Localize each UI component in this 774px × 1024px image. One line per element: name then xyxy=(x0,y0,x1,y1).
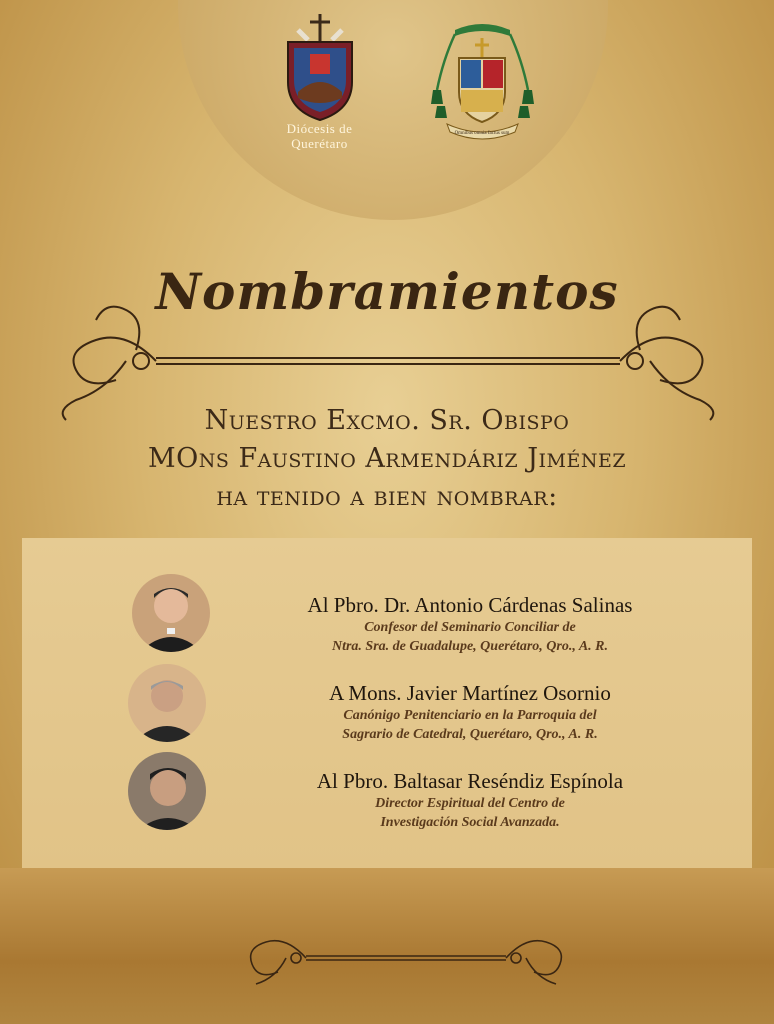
diocese-line-2: Querétaro xyxy=(291,136,348,151)
avatar-antonio xyxy=(132,574,210,652)
appointment-name: Al Pbro. Baltasar Reséndiz Espínola xyxy=(316,769,624,793)
intro-line-1: Nuestro Excmo. Sr. Obispo xyxy=(204,405,570,436)
appointment-desc-line-2: Investigación Social Avanzada. xyxy=(380,815,560,830)
intro-line-2: MOns Faustino Armendáriz Jiménez xyxy=(147,443,627,474)
bishop-coat-of-arms-icon xyxy=(425,20,540,145)
appointment-entry xyxy=(240,592,700,656)
person-photo-icon xyxy=(132,574,210,652)
appointment-entry xyxy=(240,680,700,744)
bottom-ornament-icon xyxy=(236,920,576,994)
page-title: Nombramientos xyxy=(155,262,619,321)
appointment-name: Al Pbro. Dr. Antonio Cárdenas Salinas xyxy=(307,593,633,617)
person-photo-icon xyxy=(128,664,206,742)
appointment-desc-line-1: Confesor del Seminario Conciliar de xyxy=(364,620,576,635)
diocese-name xyxy=(262,121,377,151)
intro-line-3: ha tenido a bien nombrar: xyxy=(216,481,558,512)
diocese-line-1: Diócesis de xyxy=(286,121,353,136)
avatar-baltasar xyxy=(128,752,206,830)
person-photo-icon xyxy=(128,752,206,830)
intro-text xyxy=(0,402,774,516)
header-circle xyxy=(178,0,608,220)
appointment-desc-line-2: Ntra. Sra. de Guadalupe, Querétaro, Qro., A. R. xyxy=(331,639,608,654)
appointment-name: A Mons. Javier Martínez Osornio xyxy=(329,681,611,705)
motto-text: Omnibus omnia factus sum xyxy=(454,131,510,136)
appointment-desc-line-1: Director Espiritual del Centro de xyxy=(375,796,565,811)
avatar-javier xyxy=(128,664,206,742)
appointment-desc-line-2: Sagrario de Catedral, Querétaro, Qro., A. R. xyxy=(342,727,598,742)
diocese-shield-icon xyxy=(280,12,360,122)
appointment-entry xyxy=(240,768,700,832)
appointment-desc-line-1: Canónigo Penitenciario en la Parroquia del xyxy=(343,708,597,723)
